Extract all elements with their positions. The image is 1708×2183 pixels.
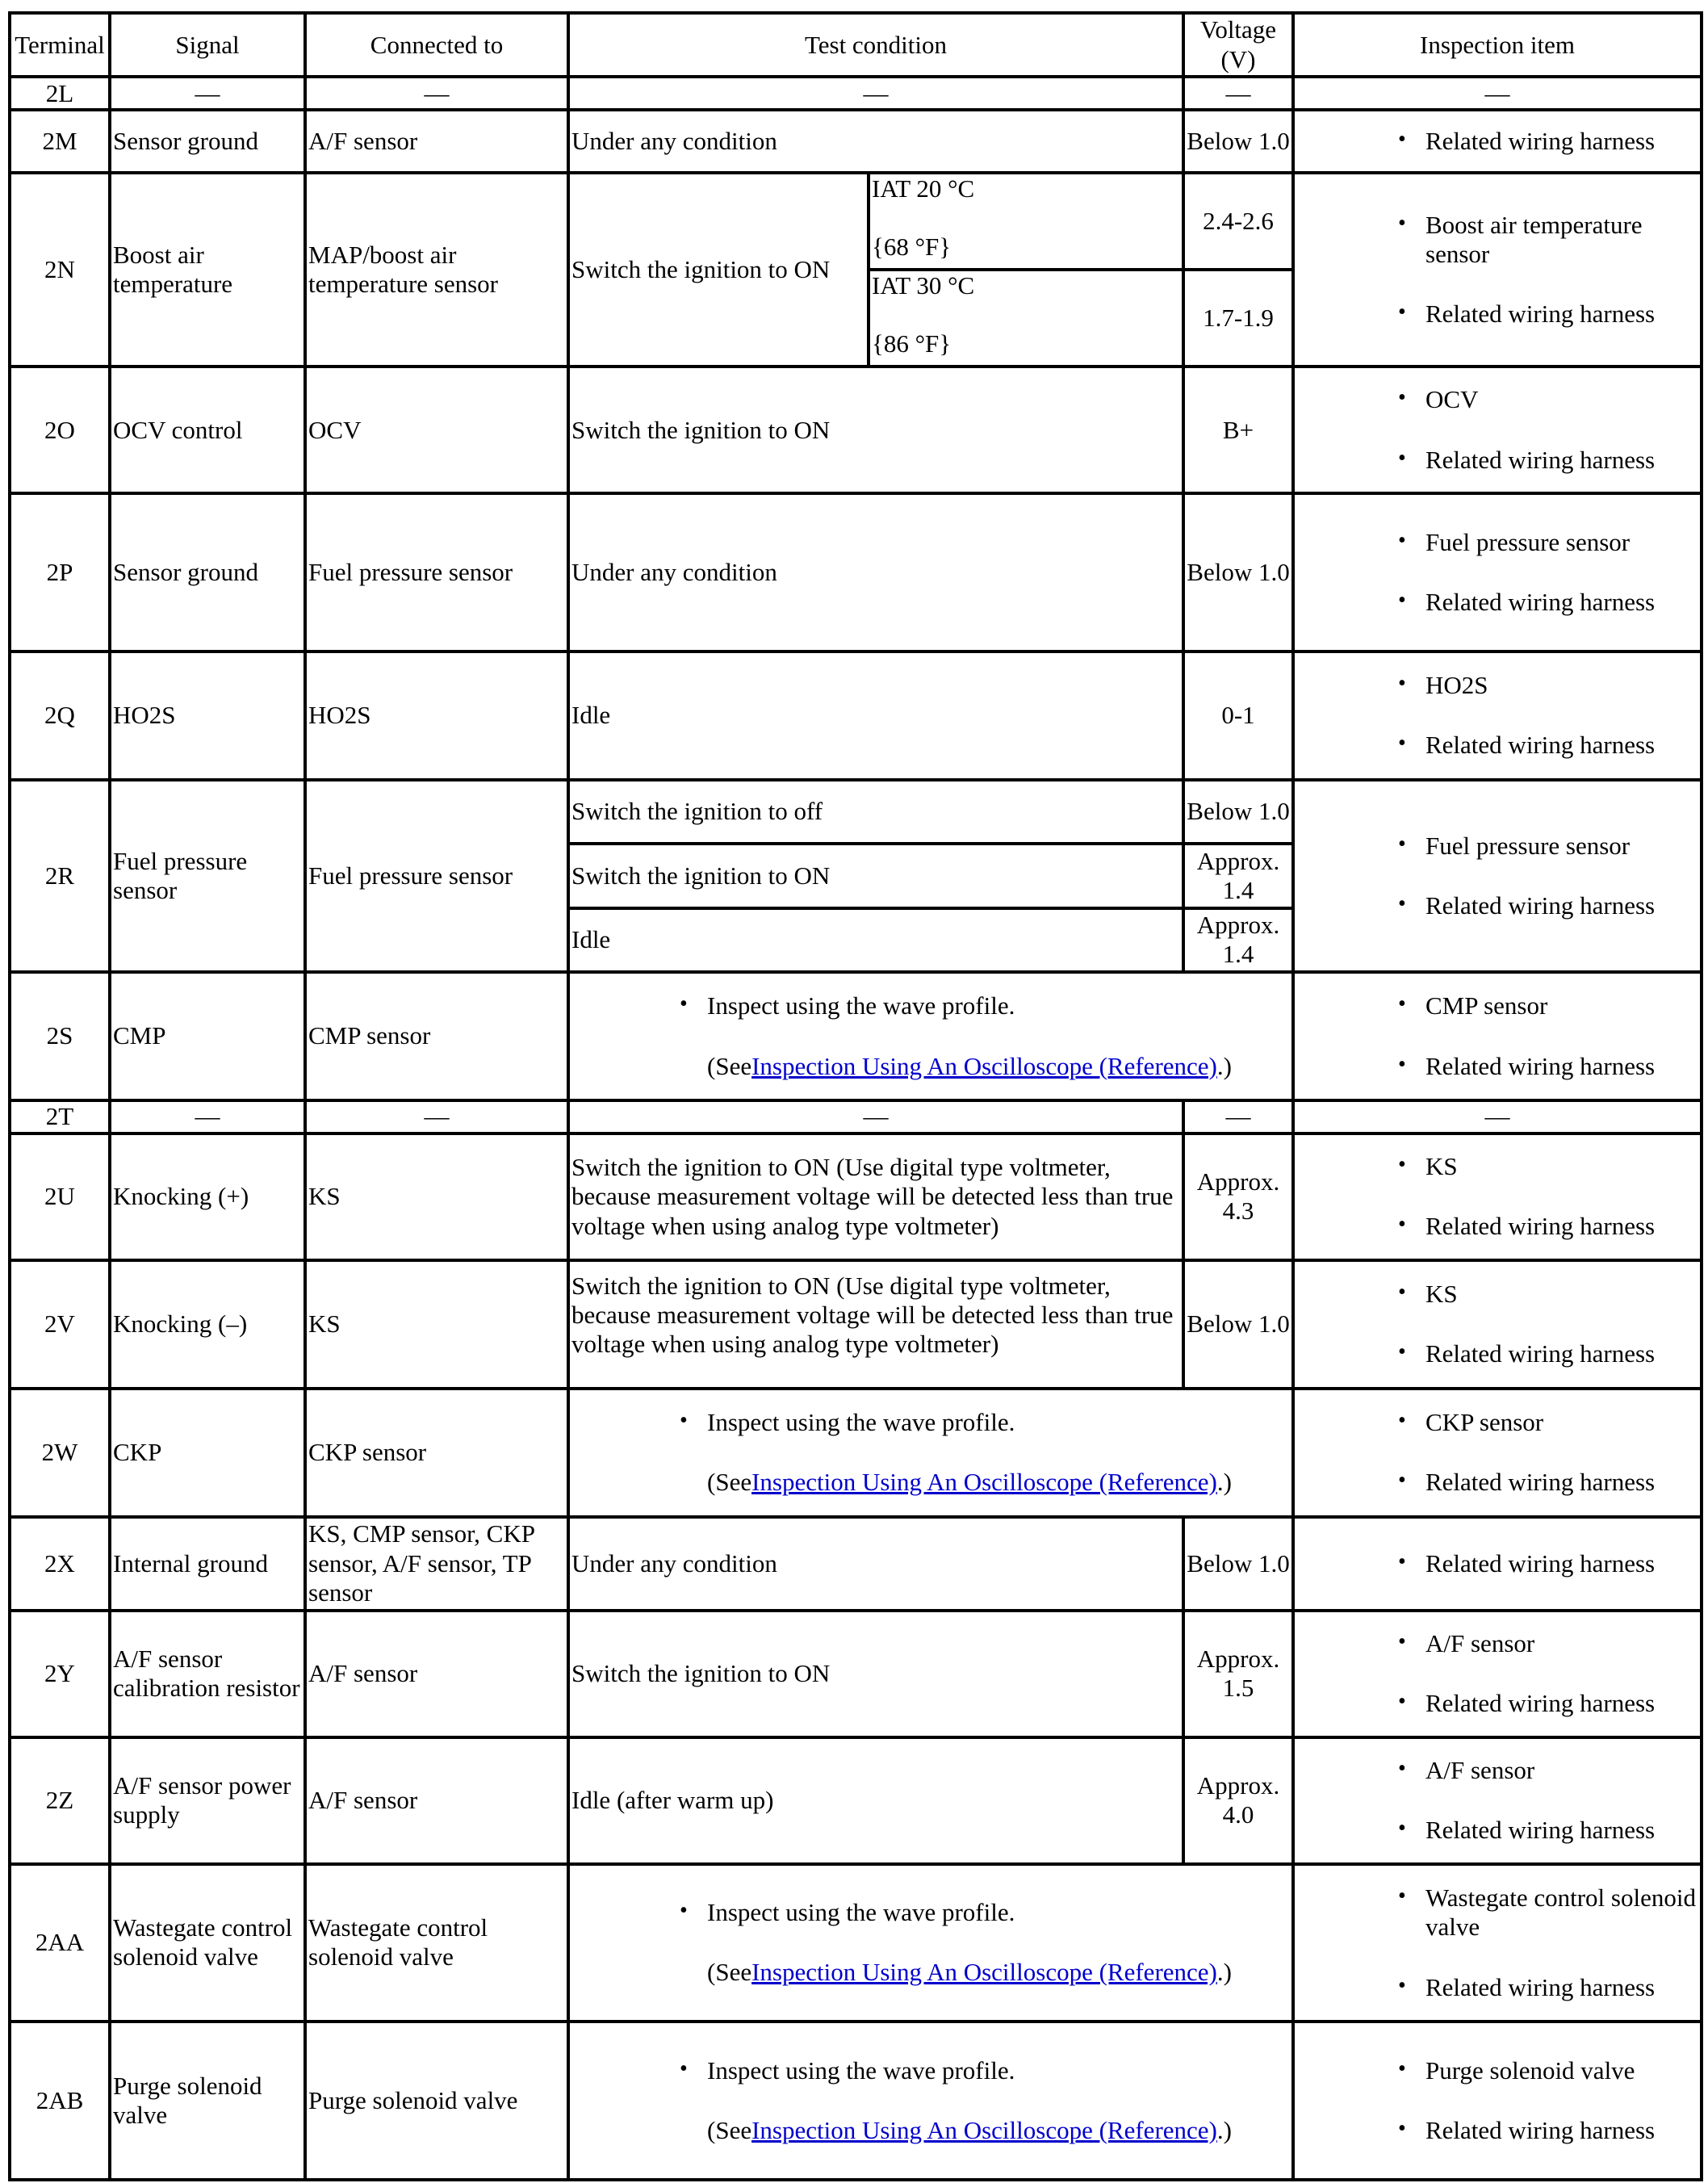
header-inspection-item: Inspection item [1293, 13, 1702, 77]
terminal-cell: 2Q [10, 652, 110, 780]
terminal-cell: 2Y [10, 1611, 110, 1737]
inspection-item: • Related wiring harness [1425, 731, 1698, 760]
connected-cell: A/F sensor [305, 1611, 568, 1737]
voltage-cell: Approx. 1.4 [1183, 908, 1293, 972]
signal-cell: Internal ground [110, 1517, 305, 1611]
table-row [10, 1517, 1702, 1611]
signal-cell: Sensor ground [110, 493, 305, 652]
voltage-cell: Approx. 4.0 [1183, 1737, 1293, 1864]
table-row [10, 1260, 1702, 1389]
oscilloscope-reference-link[interactable]: Inspection Using An Oscilloscope (Reference) [751, 1468, 1217, 1497]
signal-cell: A/F sensor power supply [110, 1737, 305, 1864]
connected-cell: A/F sensor [305, 110, 568, 172]
condition-cell: Under any condition [568, 110, 1183, 172]
inspection-item: • Related wiring harness [1425, 588, 1698, 617]
inspection-cell [1293, 1517, 1702, 1611]
inspection-item: • Related wiring harness [1425, 300, 1698, 329]
signal-cell: Boost air temperature [110, 173, 305, 367]
inspection-item: • Boost air temperature sensor [1425, 211, 1698, 270]
terminal-cell: 2R [10, 780, 110, 972]
oscilloscope-reference-link[interactable]: Inspection Using An Oscilloscope (Reference) [751, 2116, 1217, 2145]
inspection-cell [1293, 652, 1702, 780]
condition-cell: Switch the ignition to ON [568, 173, 869, 367]
signal-cell: Wastegate control solenoid valve [110, 1864, 305, 2022]
voltage-cell: Below 1.0 [1183, 1517, 1293, 1611]
condition-cell: Under any condition [568, 493, 1183, 652]
signal-cell: Sensor ground [110, 110, 305, 172]
inspection-item: • Related wiring harness [1425, 1689, 1698, 1718]
terminal-cell: 2Z [10, 1737, 110, 1864]
see-reference: (SeeInspection Using An Oscilloscope (Reference).) [707, 2116, 1232, 2145]
condition-cell: Idle [568, 908, 1183, 972]
table-row [10, 1133, 1702, 1260]
iat-temp-f: {68 °F} [872, 233, 952, 262]
oscilloscope-reference-link[interactable]: Inspection Using An Oscilloscope (Reference) [751, 1051, 1217, 1080]
inspection-item: • Related wiring harness [1425, 1339, 1698, 1368]
table-row [10, 173, 1702, 270]
inspection-item: • Related wiring harness [1425, 1468, 1698, 1497]
inspection-item: • Fuel pressure sensor [1425, 528, 1698, 557]
condition-cell: Switch the ignition to ON (Use digital type voltmeter, because measurement voltage will be detected less than true voltage when using analog type voltmeter) [568, 1133, 1183, 1260]
signal-cell: Purge solenoid valve [110, 2022, 305, 2180]
terminal-cell: 2X [10, 1517, 110, 1611]
inspection-cell: — [1293, 1100, 1702, 1133]
inspection-cell: — [1293, 77, 1702, 110]
terminal-inspection-table [8, 11, 1703, 2181]
signal-cell: — [110, 77, 305, 110]
see-reference: (SeeInspection Using An Oscilloscope (Reference).) [707, 1468, 1232, 1497]
inspection-item: • Fuel pressure sensor [1425, 832, 1698, 861]
connected-cell: CKP sensor [305, 1389, 568, 1517]
terminal-cell: 2M [10, 110, 110, 172]
inspection-cell [1293, 780, 1702, 972]
table-row [10, 1737, 1702, 1864]
terminal-cell: 2V [10, 1260, 110, 1389]
connected-cell: Fuel pressure sensor [305, 780, 568, 972]
header-signal: Signal [110, 13, 305, 77]
connected-cell: KS [305, 1133, 568, 1260]
inspection-cell [1293, 1737, 1702, 1864]
inspection-cell [1293, 493, 1702, 652]
header-voltage: Voltage (V) [1183, 13, 1293, 77]
inspection-item: • Purge solenoid valve [1425, 2056, 1698, 2085]
voltage-cell: 1.7-1.9 [1183, 270, 1293, 367]
inspection-item: • Related wiring harness [1425, 1212, 1698, 1241]
condition-cell: Switch the ignition to off [568, 780, 1183, 844]
inspection-cell [1293, 367, 1702, 493]
signal-cell: CMP [110, 972, 305, 1100]
inspection-cell [1293, 1864, 1702, 2022]
inspection-item: • Related wiring harness [1425, 1549, 1698, 1578]
terminal-cell: 2N [10, 173, 110, 367]
inspection-item: • KS [1425, 1280, 1698, 1309]
inspection-item: • Wastegate control solenoid valve [1425, 1883, 1698, 1942]
inspection-cell [1293, 2022, 1702, 2180]
condition-cell: Idle [568, 652, 1183, 780]
voltage-cell: Below 1.0 [1183, 110, 1293, 172]
inspection-cell [1293, 1611, 1702, 1737]
voltage-cell: 2.4-2.6 [1183, 173, 1293, 270]
inspection-item: • Related wiring harness [1425, 446, 1698, 475]
header-terminal: Terminal [10, 13, 110, 77]
inspection-item: • Related wiring harness [1425, 1973, 1698, 2002]
header-connected-to: Connected to [305, 13, 568, 77]
connected-cell: KS [305, 1260, 568, 1389]
wave-profile-note: • Inspect using the wave profile. [707, 2056, 1290, 2085]
condition-cell: Switch the ignition to ON [568, 1611, 1183, 1737]
voltage-cell: Below 1.0 [1183, 780, 1293, 844]
voltage-cell: Below 1.0 [1183, 493, 1293, 652]
signal-cell: CKP [110, 1389, 305, 1517]
table-row [10, 110, 1702, 172]
signal-cell: — [110, 1100, 305, 1133]
condition-cell: Under any condition [568, 1517, 1183, 1611]
connected-cell: — [305, 1100, 568, 1133]
condition-cell: Idle (after warm up) [568, 1737, 1183, 1864]
inspection-item: • Related wiring harness [1425, 1816, 1698, 1845]
connected-cell: Fuel pressure sensor [305, 493, 568, 652]
voltage-cell: — [1183, 1100, 1293, 1133]
voltage-cell: Approx. 4.3 [1183, 1133, 1293, 1260]
connected-cell: Wastegate control solenoid valve [305, 1864, 568, 2022]
condition-cell [568, 2022, 1293, 2180]
table-row [10, 77, 1702, 110]
voltage-cell: Below 1.0 [1183, 1260, 1293, 1389]
condition-cell: Switch the ignition to ON [568, 367, 1183, 493]
inspection-item: • Related wiring harness [1425, 1052, 1698, 1081]
inspection-item: • Related wiring harness [1425, 127, 1698, 156]
oscilloscope-reference-link[interactable]: Inspection Using An Oscilloscope (Reference) [751, 1958, 1217, 1987]
terminal-cell: 2U [10, 1133, 110, 1260]
inspection-cell [1293, 972, 1702, 1100]
connected-cell: KS, CMP sensor, CKP sensor, A/F sensor, TP sensor [305, 1517, 568, 1611]
table-row [10, 652, 1702, 780]
table-row [10, 1389, 1702, 1517]
signal-cell: Fuel pressure sensor [110, 780, 305, 972]
iat-temp-f: {86 °F} [872, 329, 952, 358]
terminal-cell: 2T [10, 1100, 110, 1133]
terminal-cell: 2AA [10, 1864, 110, 2022]
inspection-item: • Related wiring harness [1425, 2116, 1698, 2145]
iat-temp-c: IAT 20 °C [872, 174, 975, 203]
connected-cell: CMP sensor [305, 972, 568, 1100]
connected-cell: Purge solenoid valve [305, 2022, 568, 2180]
inspection-item: • KS [1425, 1152, 1698, 1181]
table-row [10, 1100, 1702, 1133]
condition-cell: — [568, 1100, 1183, 1133]
voltage-cell: Approx. 1.5 [1183, 1611, 1293, 1737]
inspection-item: • Related wiring harness [1425, 891, 1698, 920]
inspection-cell [1293, 1260, 1702, 1389]
terminal-cell: 2O [10, 367, 110, 493]
signal-cell: HO2S [110, 652, 305, 780]
inspection-item: • OCV [1425, 385, 1698, 414]
inspection-cell [1293, 1133, 1702, 1260]
connected-cell: HO2S [305, 652, 568, 780]
condition-cell [568, 1389, 1293, 1517]
header-test-condition: Test condition [568, 13, 1183, 77]
inspection-item: • A/F sensor [1425, 1756, 1698, 1785]
table-row [10, 2022, 1702, 2180]
signal-cell: A/F sensor calibration resistor [110, 1611, 305, 1737]
connected-cell: MAP/boost air temperature sensor [305, 173, 568, 367]
condition-cell: — [568, 77, 1183, 110]
voltage-cell: Approx. 1.4 [1183, 844, 1293, 907]
wave-profile-note: • Inspect using the wave profile. [707, 1408, 1290, 1437]
inspection-item: • HO2S [1425, 671, 1698, 700]
see-reference: (SeeInspection Using An Oscilloscope (Reference).) [707, 1051, 1232, 1080]
signal-cell: Knocking (–) [110, 1260, 305, 1389]
inspection-item: • A/F sensor [1425, 1629, 1698, 1658]
sub-condition-cell [869, 173, 1183, 270]
signal-cell: Knocking (+) [110, 1133, 305, 1260]
condition-cell: Switch the ignition to ON [568, 844, 1183, 907]
wave-profile-note: • Inspect using the wave profile. [707, 991, 1290, 1020]
terminal-cell: 2L [10, 77, 110, 110]
table-row [10, 972, 1702, 1100]
inspection-item: • CMP sensor [1425, 991, 1698, 1020]
condition-cell: Switch the ignition to ON (Use digital type voltmeter, because measurement voltage will be detected less than true voltage when using analog type voltmeter) [568, 1260, 1183, 1389]
wave-profile-note: • Inspect using the wave profile. [707, 1898, 1290, 1927]
voltage-cell: 0-1 [1183, 652, 1293, 780]
header-row [10, 13, 1702, 77]
connected-cell: OCV [305, 367, 568, 493]
inspection-cell [1293, 1389, 1702, 1517]
inspection-cell [1293, 110, 1702, 172]
sub-condition-cell [869, 270, 1183, 367]
terminal-cell: 2S [10, 972, 110, 1100]
see-reference: (SeeInspection Using An Oscilloscope (Reference).) [707, 1958, 1232, 1987]
table-row [10, 780, 1702, 844]
connected-cell: A/F sensor [305, 1737, 568, 1864]
table-row [10, 367, 1702, 493]
table-row [10, 1864, 1702, 2022]
table-row [10, 493, 1702, 652]
terminal-cell: 2P [10, 493, 110, 652]
table-row [10, 1611, 1702, 1737]
terminal-cell: 2W [10, 1389, 110, 1517]
voltage-cell: — [1183, 77, 1293, 110]
condition-cell [568, 972, 1293, 1100]
inspection-cell [1293, 173, 1702, 367]
condition-cell [568, 1864, 1293, 2022]
signal-cell: OCV control [110, 367, 305, 493]
voltage-cell: B+ [1183, 367, 1293, 493]
inspection-item: • CKP sensor [1425, 1408, 1698, 1437]
connected-cell: — [305, 77, 568, 110]
iat-temp-c: IAT 30 °C [872, 271, 975, 300]
terminal-cell: 2AB [10, 2022, 110, 2180]
